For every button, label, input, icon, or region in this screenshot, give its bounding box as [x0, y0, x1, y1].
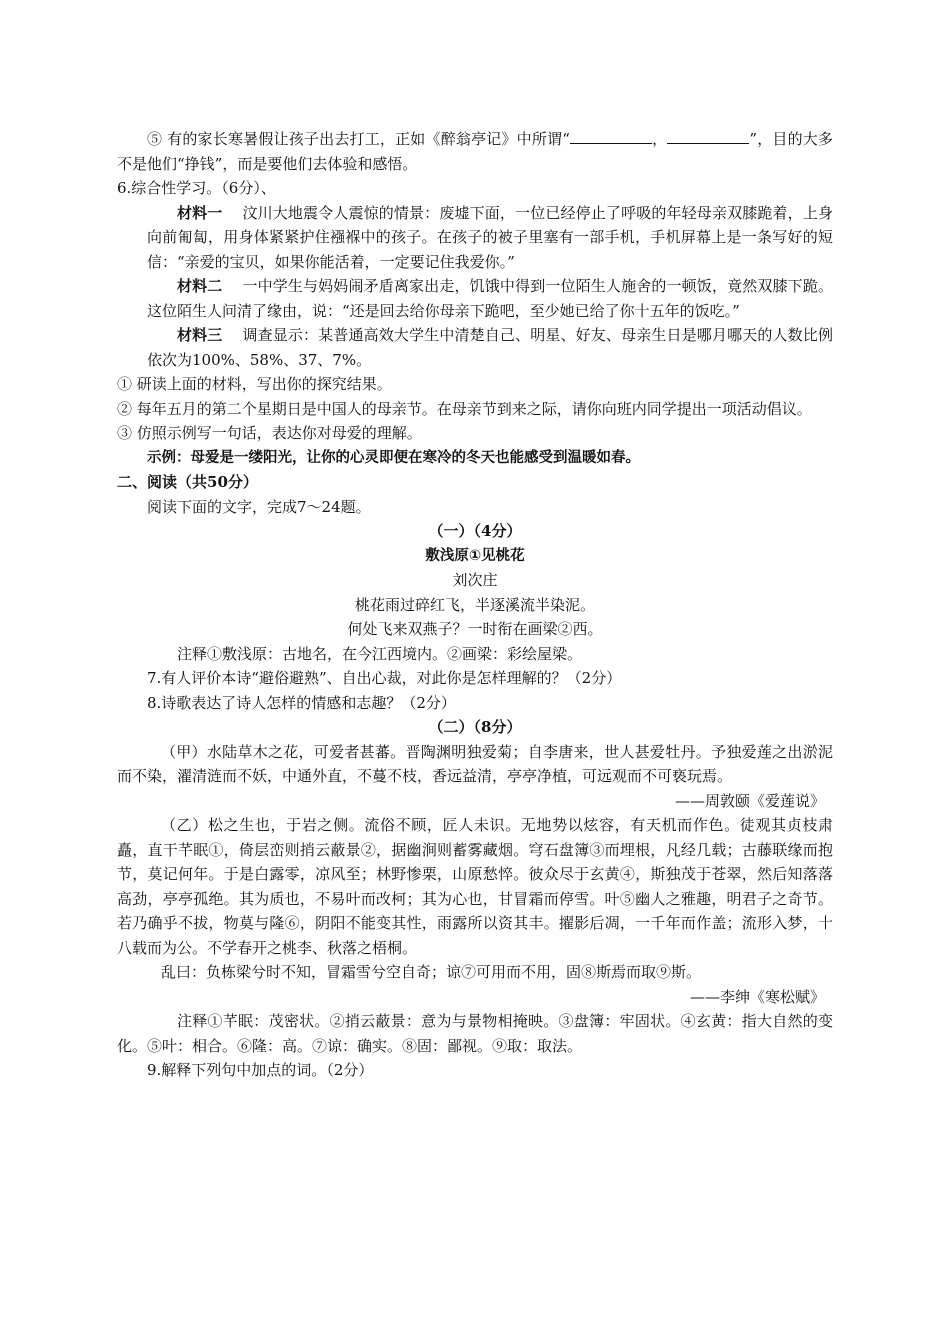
passage-notes: 注释①芊眠：茂密状。②捎云蔽景：意为与景物相掩映。③盘簿：牢固状。④玄黄：指大自然的变化。⑤叶：相合。⑥隆：高。⑦谅：确实。⑧固：鄙视。⑨取：取法。	[117, 1012, 833, 1055]
poem-line-2: 何处飞来双燕子？一时衔在画梁②西。	[347, 620, 603, 638]
part1-heading: （一）（4分）	[428, 522, 522, 540]
q6-task-3: ③ 仿照示例写一句话，表达你对母爱的理解。	[117, 424, 422, 442]
poem-author: 刘次庄	[452, 571, 498, 589]
poem-title: 敷浅原①见桃花	[425, 547, 525, 564]
material-1: 材料一 汶川大地震令人震惊的情景：废墟下面，一位已经停止了呼吸的年轻母亲双膝跪着，上身向前匍匐，用身体紧紧护住襁褓中的孩子。在孩子的被子里塞有一部手机，手机屏幕上是一条写好的短信：“亲爱的宝贝，如果你能活着，一定要记住我爱你。”	[147, 203, 833, 271]
q6-task-1: ① 研读上面的材料，写出你的探究结果。	[117, 375, 392, 393]
passage-yi-source: ——李绅《寒松赋》	[689, 987, 825, 1006]
answer-blank-1[interactable]	[570, 129, 652, 144]
passage-yi: （乙）松之生也，于岩之侧。流俗不顾，匠人未识。无地势以炫容，有天机而作色。徒观其贞枝肃矗，直干芊眠①，倚层峦则捎云蔽景②，据幽涧则蓄雾藏烟。穹石盘簿③而埋根，凡经几载；古藤联缘而抱节，莫记何年。于是白露零，凉风至；林野惨栗，山原愁悴。彼众尽于玄黄④，斯独茂于苍翠，然后知落落高劲，亭亭孤绝。其为质也，不易叶而改柯；其为心也，甘冒霜而停雪。叶⑤幽人之雅趣，明君子之奇节。若乃确乎不拔，物莫与隆⑥，阴阳不能变其性，雨露所以资其丰。擢影后凋，一千年而作盖；流形入梦，十八载而为公。不学春开之桃李、秋落之梧桐。	[117, 816, 833, 957]
q6-title: 6.综合性学习。（6分）、	[117, 179, 276, 197]
question-8: 8.诗歌表达了诗人怎样的情感和志趣？（2分）	[147, 693, 456, 712]
q6-example: 示例：母爱是一缕阳光，让你的心灵即便在寒冷的冬天也能感受到温暖如春。	[147, 449, 640, 466]
q6-task-2: ② 每年五月的第二个星期日是中国人的母亲节。在母亲节到来之际，请你向班内同学提出一项活动倡议。	[117, 399, 812, 418]
material-3: 材料三 调查显示：某普通高效大学生中清楚自己、明星、好友、母亲生日是哪月哪天的人数比例依次为100%、58%、37、7%。	[147, 326, 833, 369]
poem-note: 注释①敷浅原：古地名，在今江西境内。②画梁：彩绘屋梁。	[177, 644, 583, 663]
answer-blank-2[interactable]	[667, 129, 749, 144]
question-7: 7.有人评价本诗“避俗避熟”、自出心裁，对此你是怎样理解的？（2分）	[147, 669, 622, 687]
section2-heading: 二、阅读（共50分）	[117, 473, 258, 491]
passage-jia: （甲）水陆草木之花，可爱者甚蕃。晋陶渊明独爱菊；自李唐来，世人甚爱牡丹。予独爱莲之出淤泥而不染，濯清涟而不妖，中通外直，不蔓不枝，香远益清，亭亭净植，可远观而不可亵玩焉。	[117, 742, 833, 785]
section2-intro: 阅读下面的文字，完成7～24题。	[147, 497, 371, 516]
passage-jia-source: ——周敦颐《爱莲说》	[674, 791, 825, 810]
material-2: 材料二 一中学生与妈妈闹矛盾离家出走，饥饿中得到一位陌生人施舍的一顿饭，竟然双膝下跪。这位陌生人问清了缘由，说：“还是回去给你母亲下跪吧，至少她已给了你十五年的饭吃。”	[147, 277, 833, 320]
question-9: 9.解释下列句中加点的词。（2分）	[147, 1061, 374, 1079]
poem-line-1: 桃花雨过碎红飞，半逐溪流半染泥。	[354, 595, 595, 614]
exam-page	[117, 127, 833, 1083]
part2-heading: （二）（8分）	[428, 718, 522, 736]
passage-yi-luan: 乱曰：负栋梁兮时不知，冒霜雪兮空自奇；谅⑦可用而不用，固⑧斯焉而取⑨斯。	[161, 963, 702, 981]
q5-item5: ⑤ 有的家长寒暑假让孩子出去打工，正如《醉翁亭记》中所谓“ ， ”，目的大多不是他们“挣钱”，而是要他们去体验和感悟。	[117, 130, 833, 173]
